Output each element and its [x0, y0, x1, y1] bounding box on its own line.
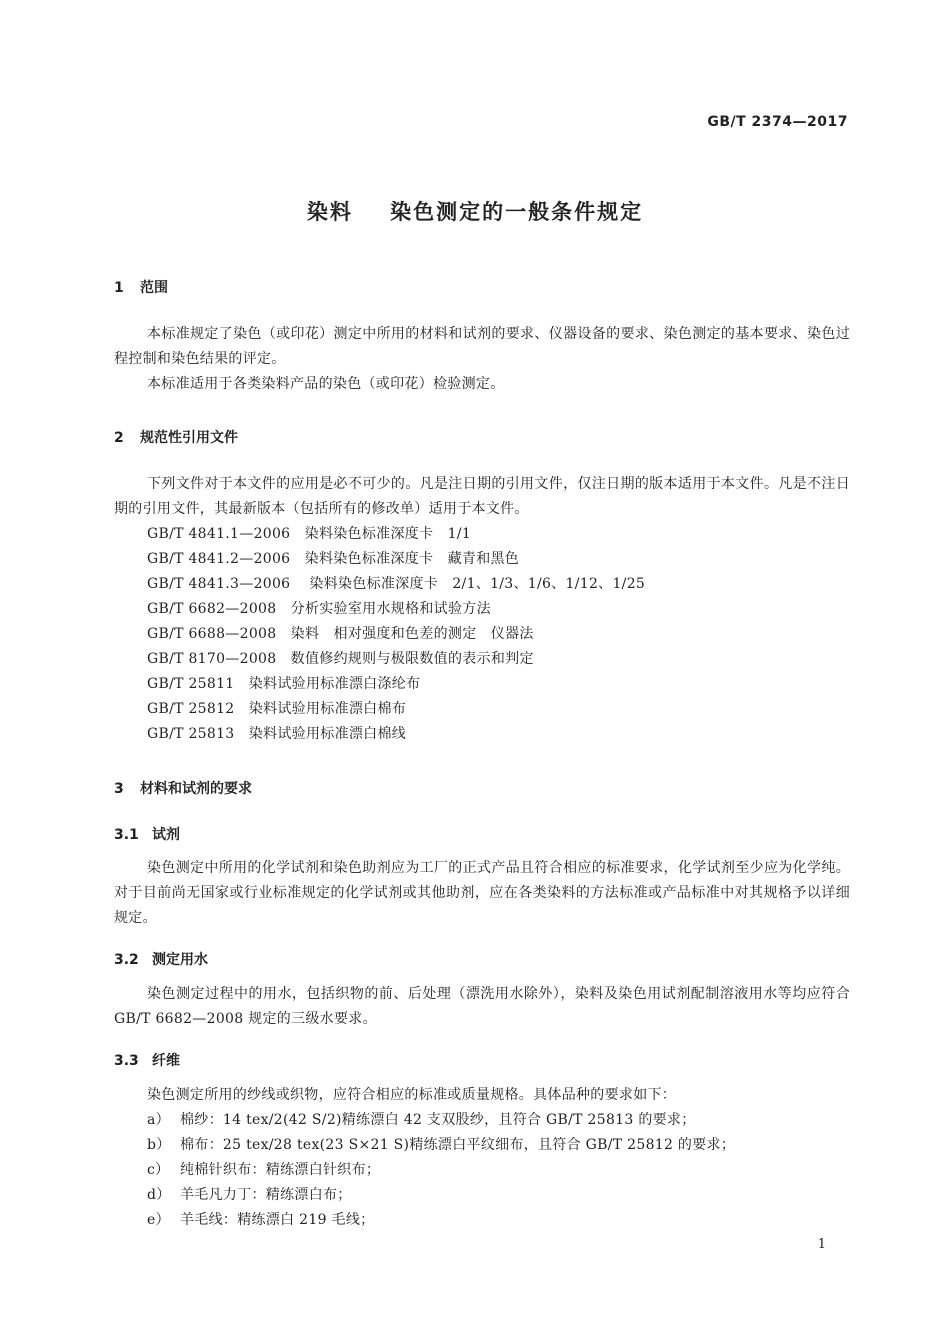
section-1-paragraph-1: 本标准规定了染色（或印花）测定中所用的材料和试剂的要求、仪器设备的要求、染色测定的基本要求、染色过程控制和染色结果的评定。: [114, 326, 850, 367]
reference-item: GB/T 6688—2008 染料 相对强度和色差的测定 仪器法: [147, 626, 534, 642]
section-title: 范围: [140, 280, 168, 296]
list-item: [147, 1183, 352, 1208]
section-number: 3.1: [114, 827, 139, 843]
list-marker: c）: [147, 1162, 170, 1178]
list-marker: d）: [147, 1187, 171, 1203]
section-3-1-text: 染色测定中所用的化学试剂和染色助剂应为工厂的正式产品且符合相应的标准要求，化学试剂至少应为化学纯。对于目前尚无国家或行业标准规定的化学试剂或其他助剂，应在各类染料的方法标准或产品标准中对其规格予以详细规定。: [114, 860, 850, 926]
section-1-paragraph-2: 本标准适用于各类染料产品的染色（或印花）检验测定。: [147, 376, 505, 392]
reference-item: GB/T 25811 染料试验用标准漂白涤纶布: [147, 676, 421, 692]
section-number: 1: [114, 280, 124, 296]
reference-item: GB/T 4841.2—2006 染料染色标准深度卡 藏青和黑色: [147, 551, 520, 567]
list-marker: a）: [147, 1112, 170, 1128]
list-text: 棉布：25 tex/28 tex(23 S×21 S)精练漂白平纹细布，且符合 GB/T 25812 的要求；: [180, 1137, 736, 1153]
list-text: 纯棉针织布：精练漂白针织布；: [180, 1162, 381, 1178]
section-title: 材料和试剂的要求: [140, 781, 252, 797]
reference-item: GB/T 25812 染料试验用标准漂白棉布: [147, 701, 407, 717]
section-title: 试剂: [152, 827, 180, 843]
section-3-heading: [114, 778, 252, 798]
section-2-heading: [114, 427, 238, 447]
document-title: 染料 染色测定的一般条件规定: [306, 200, 644, 224]
list-marker: e）: [147, 1212, 170, 1228]
section-number: 3: [114, 781, 124, 797]
section-title: 测定用水: [152, 952, 208, 968]
section-3-3-intro: 染色测定所用的纱线或织物，应符合相应的标准或质量规格。具体品种的要求如下：: [147, 1087, 677, 1103]
list-marker: b）: [147, 1137, 171, 1153]
list-item: [147, 1158, 380, 1183]
standard-code: GB/T 2374—2017: [707, 114, 848, 130]
section-title: 规范性引用文件: [140, 430, 238, 446]
section-title: 纤维: [152, 1053, 180, 1069]
section-1-heading: [114, 277, 168, 297]
section-number: 2: [114, 430, 124, 446]
list-text: 羊毛线：精练漂白 219 毛线；: [180, 1212, 375, 1228]
page-number: 1: [817, 1237, 826, 1252]
section-3-2-text: 染色测定过程中的用水，包括织物的前、后处理（漂洗用水除外），染料及染色用试剂配制溶液用水等均应符合 GB/T 6682—2008 规定的三级水要求。: [114, 986, 850, 1027]
section-3-1-heading: [114, 824, 180, 844]
reference-item: GB/T 4841.3—2006 染料染色标准深度卡 2/1、1/3、1/6、1/12、1/25: [147, 576, 646, 592]
list-item: [147, 1108, 696, 1133]
list-text: 羊毛凡力丁：精练漂白布；: [180, 1187, 352, 1203]
section-2-intro: 下列文件对于本文件的应用是必不可少的。凡是注日期的引用文件，仅注日期的版本适用于本文件。凡是不注日期的引用文件，其最新版本（包括所有的修改单）适用于本文件。: [114, 476, 850, 517]
reference-item: GB/T 25813 染料试验用标准漂白棉线: [147, 726, 407, 742]
reference-item: GB/T 4841.1—2006 染料染色标准深度卡 1/1: [147, 526, 472, 542]
section-number: 3.2: [114, 952, 139, 968]
list-item: [147, 1133, 735, 1158]
list-text: 棉纱：14 tex/2(42 S/2)精练漂白 42 支双股纱，且符合 GB/T 25813 的要求；: [180, 1112, 696, 1128]
section-3-3-heading: [114, 1050, 180, 1070]
section-3-2-heading: [114, 949, 208, 969]
list-item: [147, 1208, 374, 1233]
reference-item: GB/T 8170—2008 数值修约规则与极限数值的表示和判定: [147, 651, 534, 667]
reference-item: GB/T 6682—2008 分析实验室用水规格和试验方法: [147, 601, 491, 617]
section-number: 3.3: [114, 1053, 139, 1069]
